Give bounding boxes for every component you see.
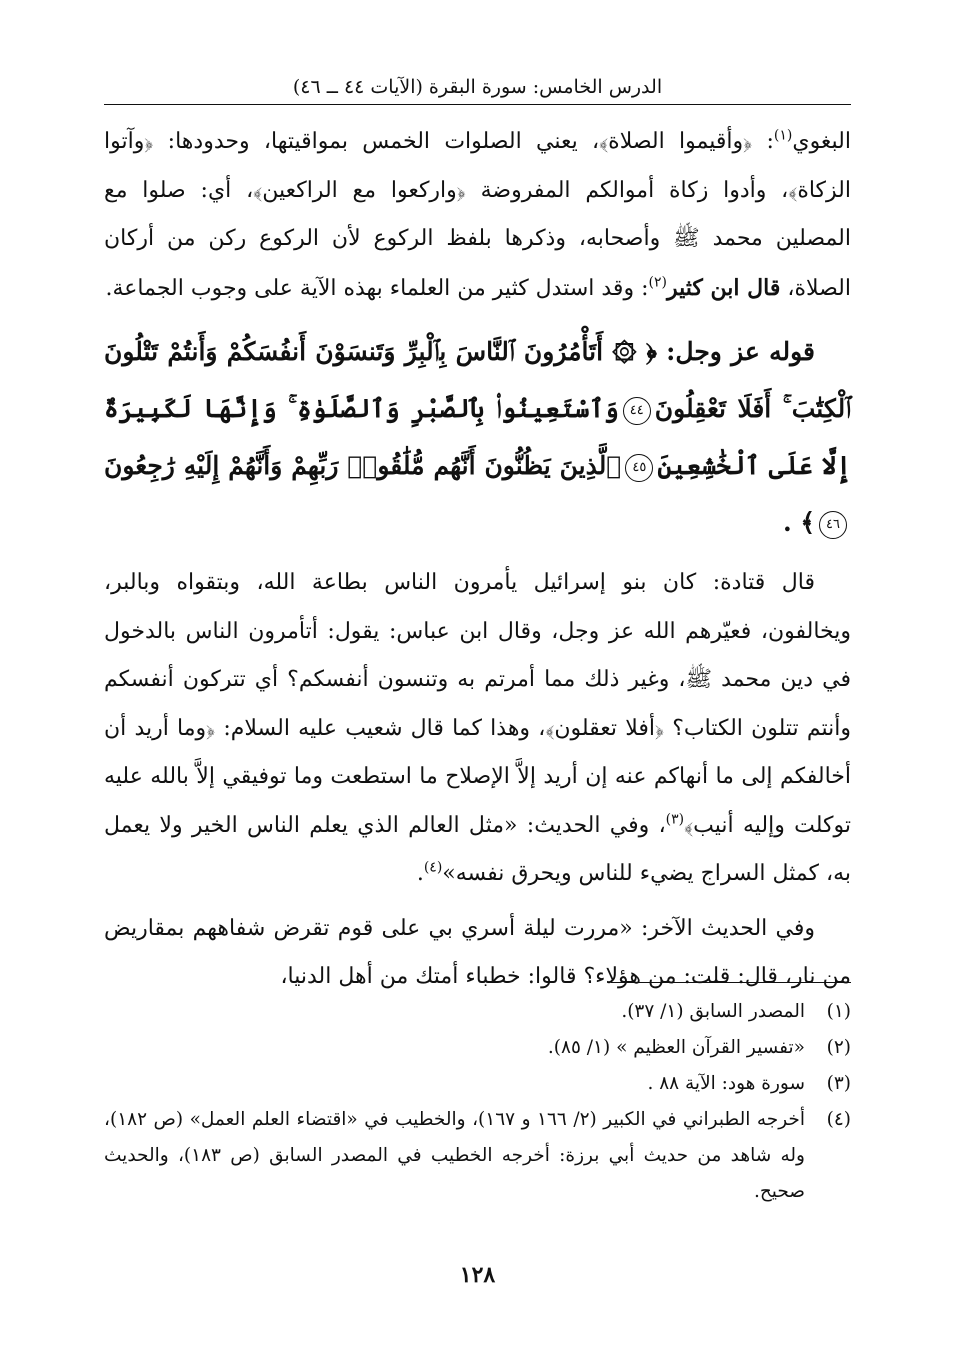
- paragraph-qatada: [104, 559, 851, 899]
- ayah-number-marker: ٤٥: [625, 454, 653, 482]
- text-run: : ﴿وأقيموا الصلاة﴾، يعني الصلوات الخمس بمواقيتها، وحدودها: ﴿وآتوا الزكاة﴾، وأدوا زكاة أموالكم المفروضة ﴿واركعوا مع الراكعين﴾، أي: صلوا مع المصلين محمد ﷺ وأصحابه، وذكرها بلفظ الركوع لأن الركوع ركن من أركان الصلاة،: [104, 129, 851, 301]
- text-run: : وقد استدل كثير من العلماء بهذه الآية على وجوب الجماعة.: [105, 275, 649, 301]
- footnote-item: [104, 994, 851, 1030]
- text-run: البغوي: [792, 129, 851, 154]
- header-divider: [104, 104, 851, 105]
- footnotes: [104, 994, 851, 1210]
- footnote-ref[interactable]: (٢): [648, 274, 667, 291]
- main-text: [104, 118, 851, 1002]
- text-run: قال قتادة: كان بنو إسرائيل يأمرون الناس بطاعة الله، وبتقواه وبالبر، ويخالفون، فعيّرهم الله عز وجل، وقال ابن عباس: يقول: أتأمرون الناس بالدخول في دين محمد ﷺ، وغير ذلك مما أمرتم به وتنسون أنفسكم؟ أي تتركون أنفسكم وأنتم تتلون الكتاب؟ ﴿أفلا تعقلون﴾، وهذا كما قال شعيب عليه السلام: ﴿وما أريد أن أخالفكم إلى ما أنهاكم عنه إن أريد إلاَّ الإصلاح ما استطعت وما توفيقي إلاَّ بالله عليه توكلت وإليه أنيب﴾: [104, 570, 851, 838]
- footnote-number: (٢): [826, 1037, 851, 1058]
- bold-attribution: قال ابن كثير: [666, 274, 781, 301]
- footnote-divider: [611, 982, 851, 983]
- quran-verse-block: [104, 323, 851, 551]
- footnote-number: (٤): [826, 1109, 851, 1130]
- footnote-ref[interactable]: (٣): [665, 811, 685, 828]
- text-run: .: [416, 861, 424, 886]
- footnote-text: أخرجه الطبراني في الكبير (٢/ ١٦٦ و ١٦٧)، والخطيب في «اقتضاء العلم العمل» (ص ١٨٢)، وله شاهد من حديث أبي برزة: أخرجه الخطيب في المصدر السابق (ص ١٨٣)، والحديث صحيح.: [104, 1109, 805, 1202]
- footnote-item: [104, 1102, 851, 1210]
- ayah-text: ﴿ ۞ أَتَأْمُرُونَ ٱلنَّاسَ بِٱلْبِرِّ وَتَنسَوْنَ أَنفُسَكُمْ وَأَنتُمْ تَتْلُونَ ٱلْكِتَٰبَ ۚ أَفَلَا تَعْقِلُونَ: [104, 337, 851, 423]
- verse-closing: ﴾ .: [782, 508, 815, 537]
- footnote-number: (١): [826, 1001, 851, 1022]
- footnote-number: (٣): [826, 1073, 851, 1094]
- paragraph-baghawi: [104, 118, 851, 313]
- footnote-ref[interactable]: (١): [773, 127, 793, 144]
- ayah-number-marker: ٤٤: [623, 397, 651, 425]
- footnote-item: [104, 1066, 851, 1102]
- footnote-text: المصدر السابق (١/ ٣٧).: [621, 1001, 805, 1022]
- ayah-text: ٱلَّذِينَ يَظُنُّونَ أَنَّهُم مُّلَٰقُوا۟ رَبِّهِمْ وَأَنَّهُمْ إِلَيْهِ رَٰجِعُونَ: [104, 451, 622, 480]
- ayah-number-marker: ٤٦: [819, 511, 847, 539]
- footnote-ref[interactable]: (٤): [423, 859, 443, 876]
- footnote-item: [104, 1030, 851, 1066]
- ayah-text: وَٱسْتَعِينُوا۟ بِٱلصَّبْرِ وَٱلصَّلَوٰةِ ۚ وَإِنَّهَا لَكَبِيرَةٌ إِلَّا عَلَى ٱلْخَٰشِعِينَ: [104, 394, 851, 480]
- verse-intro: قوله عز وجل:: [656, 337, 815, 366]
- paragraph-hadith: وفي الحديث الآخر: «مررت ليلة أسري بي على قوم تقرض شفاههم بمقاريض من نار، قال: قلت: من هؤلاء؟ قالوا: خطباء أمتك من أهل الدنيا،: [104, 915, 851, 989]
- footnote-text: «تفسير القرآن العظيم » (١/ ٨٥).: [547, 1037, 805, 1058]
- running-header: الدرس الخامس: سورة البقرة (الآيات ٤٤ ــ ٤٦): [292, 76, 663, 98]
- footnote-text: سورة هود: الآية ٨٨ .: [647, 1073, 805, 1094]
- text-run: ، وفي الحديث: «مثل العالم الذي يعلم الناس الخير ولا يعمل به، كمثل السراج يضيء للناس ويحرق نفسه»: [104, 812, 851, 886]
- page-number: ١٢٨: [459, 1262, 496, 1288]
